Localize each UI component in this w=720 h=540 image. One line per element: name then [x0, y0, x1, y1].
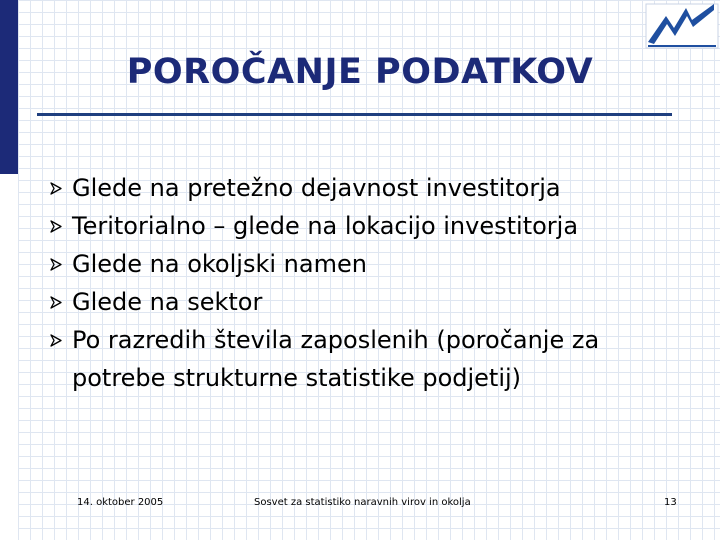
left-accent-bar [0, 0, 18, 174]
bullet-text: Glede na sektor [72, 288, 263, 316]
list-item [50, 207, 690, 245]
arrow-bullet-icon [50, 220, 62, 233]
logo-icon [640, 0, 720, 52]
arrow-bullet-icon [50, 334, 62, 347]
list-item [50, 321, 690, 397]
arrow-bullet-icon [50, 258, 62, 271]
list-item [50, 169, 690, 207]
list-item [50, 245, 690, 283]
list-item [50, 283, 690, 321]
bullet-text: Glede na pretežno dejavnost investitorja [72, 174, 561, 202]
page-number: 13 [664, 497, 677, 508]
bullet-text: Teritorialno – glede na lokacijo investitorja [72, 212, 579, 240]
bullet-text: Glede na okoljski namen [72, 250, 367, 278]
bullet-text: Po razredih števila zaposlenih (poročanje za potrebe strukturne statistike podjetij) [72, 326, 600, 392]
arrow-bullet-icon [50, 182, 62, 195]
footer-organization: Sosvet za statistiko naravnih virov in okolja [254, 497, 471, 508]
footer-date: 14. oktober 2005 [77, 497, 164, 508]
arrow-bullet-icon [50, 296, 62, 309]
title-divider [37, 113, 672, 116]
slide-title: POROČANJE PODATKOV [126, 52, 594, 92]
bullet-list [50, 169, 690, 397]
